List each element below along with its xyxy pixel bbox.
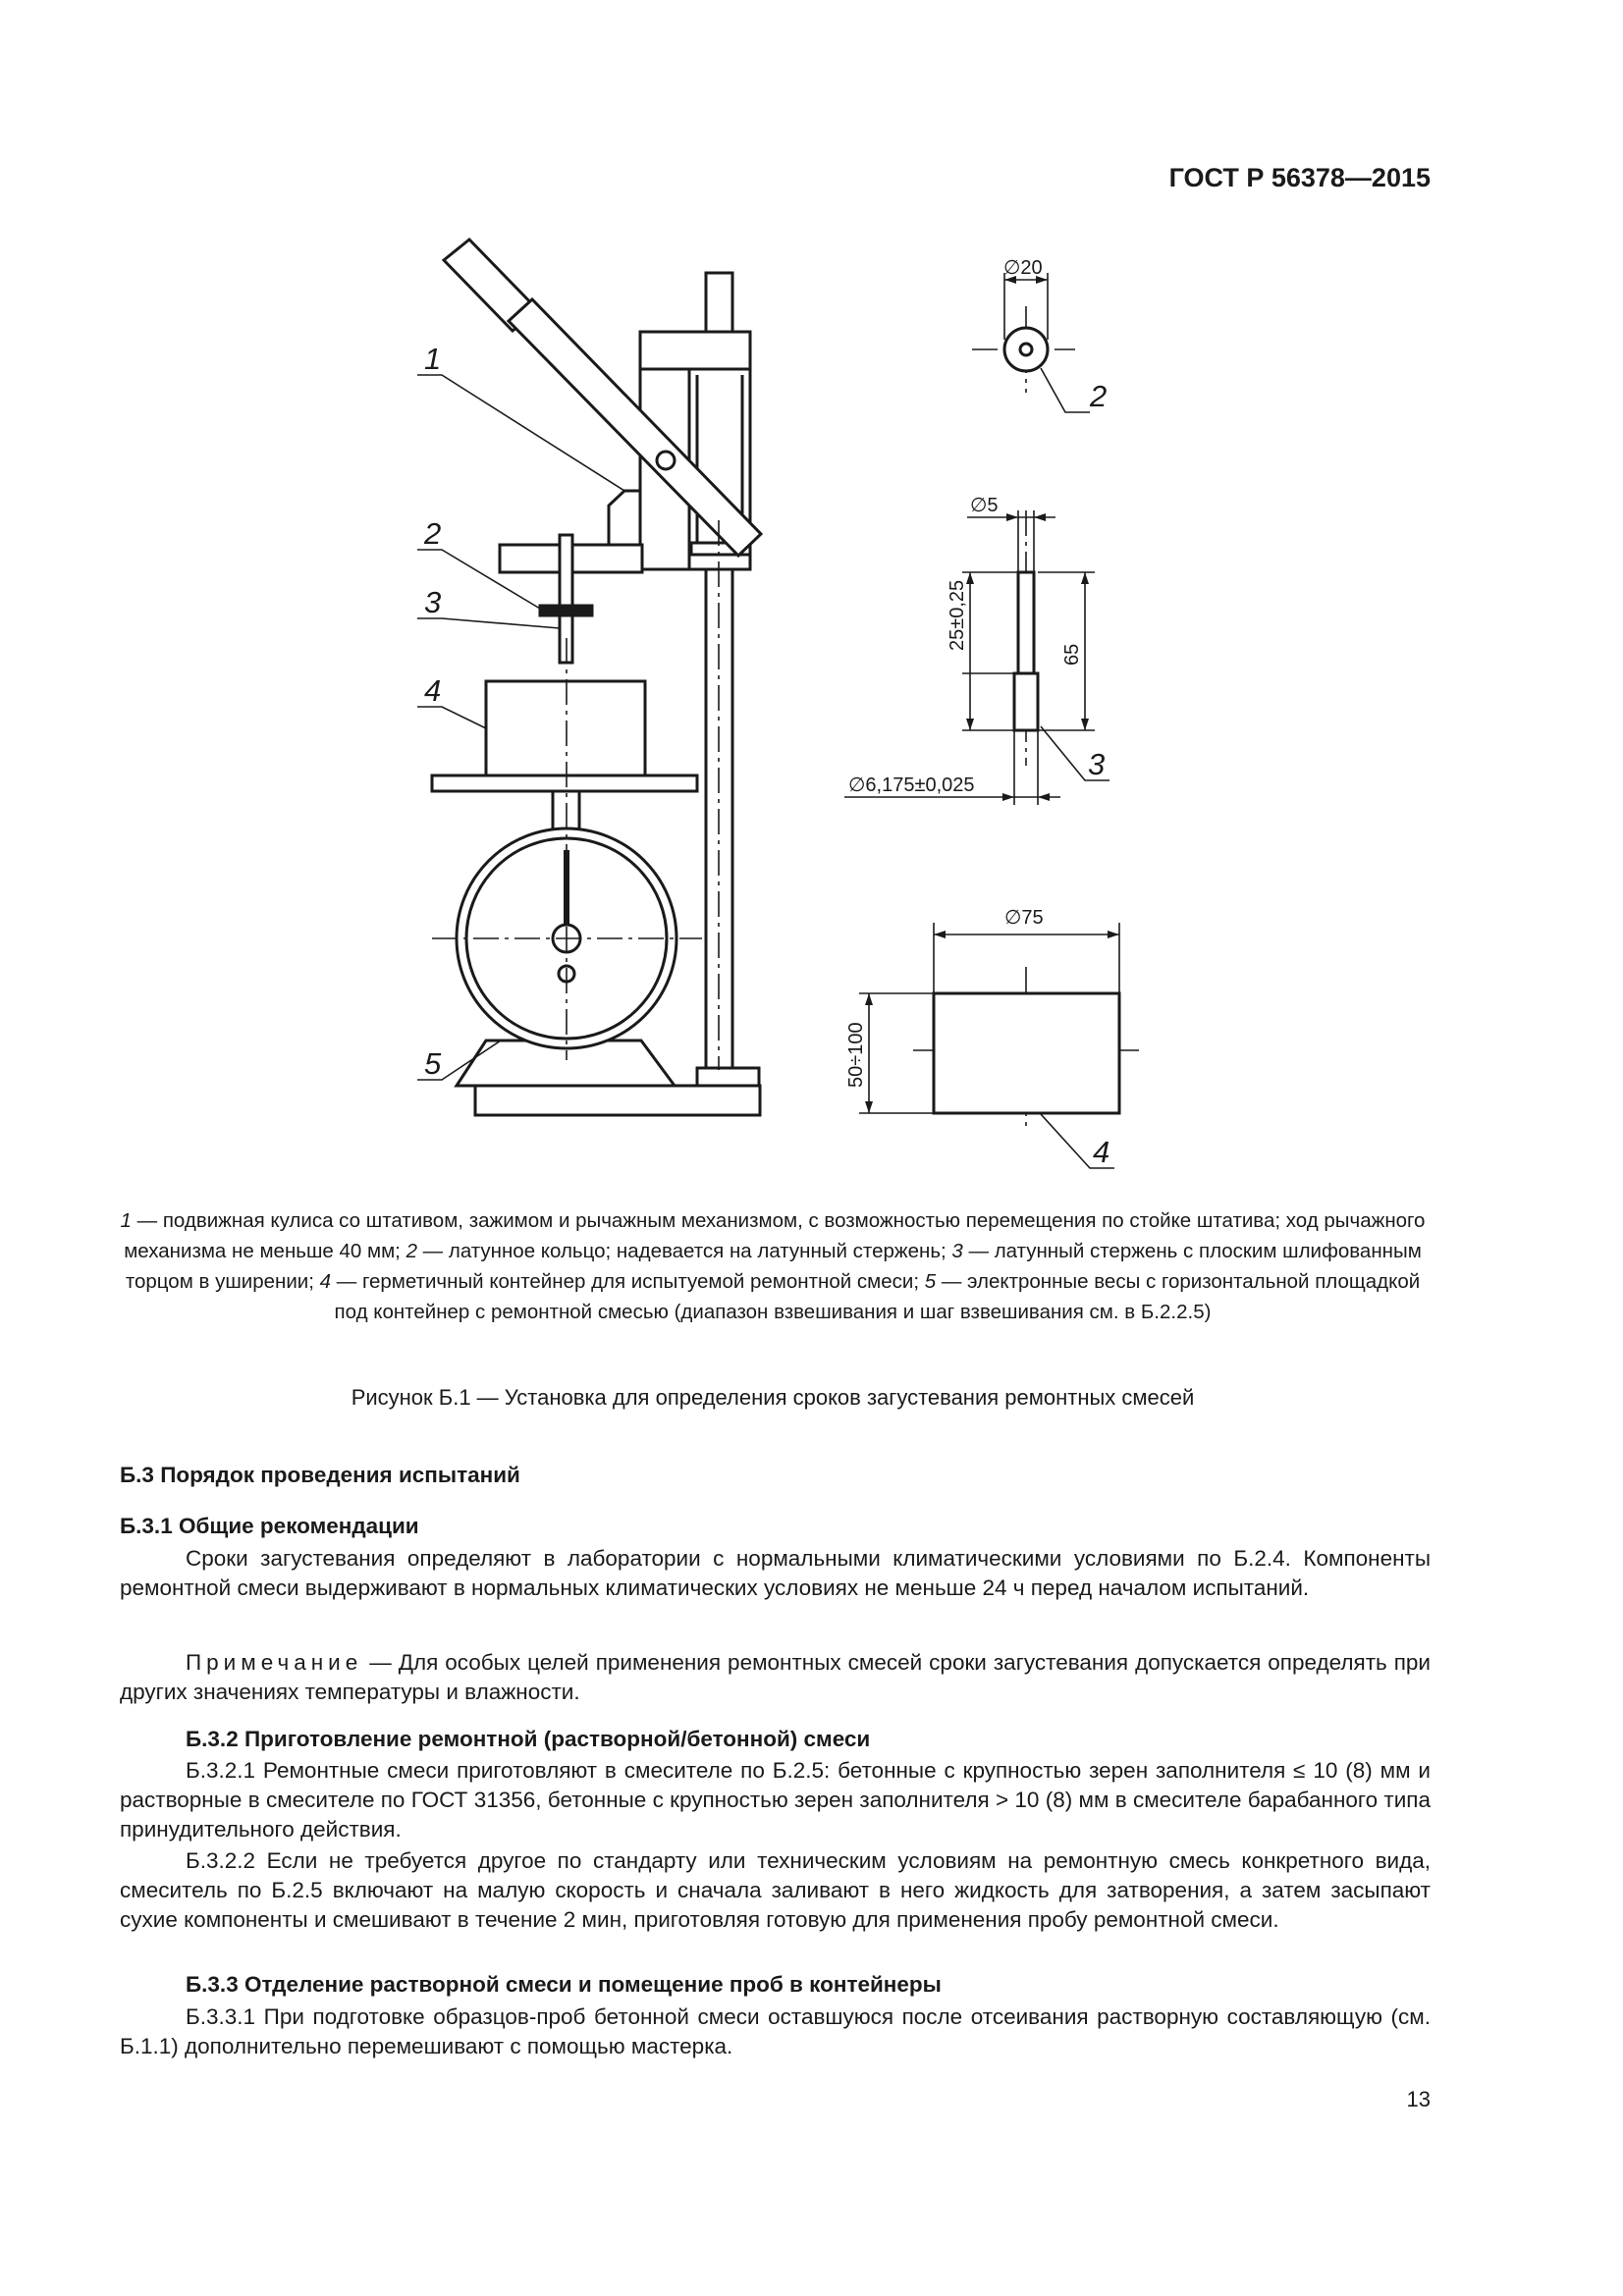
rod-detail-thin: [1018, 572, 1034, 673]
figure-legend: [120, 1205, 1426, 1327]
section-b33-title-text: Б.3.3 Отделение растворной смеси и помещение проб в контейнеры: [186, 1972, 942, 1997]
note: [120, 1648, 1431, 1707]
page-number: 13: [1406, 2087, 1431, 2111]
legend-num-1: 1: [120, 1209, 132, 1232]
legend-num-4: 4: [319, 1270, 332, 1293]
label-4: 4: [424, 673, 442, 708]
note-text: — Для особых целей применения ремонтных смесей сроки загустевания допускается определять при других значениях температуры и влажности.: [120, 1650, 1431, 1704]
legend-num-5: 5: [924, 1270, 937, 1293]
apparatus-drawing: [432, 240, 761, 1115]
legend-text-4: — герметичный контейнер для испытуемой ремонтной смеси;: [331, 1270, 925, 1293]
section-b321-body: [120, 1756, 1431, 1844]
clamp-bracket: [609, 491, 640, 545]
section-b33-title: [120, 1970, 1431, 2000]
dim-ring-diameter: ∅20: [1003, 257, 1043, 279]
container-detail: [934, 993, 1119, 1113]
container: [486, 681, 645, 775]
legend-num-3: 3: [951, 1240, 963, 1262]
legend-text-2: — латунное кольцо; надевается на латунный стержень;: [416, 1240, 952, 1262]
label-detail-4: 4: [1093, 1135, 1110, 1169]
platform: [432, 775, 697, 791]
label-1: 1: [424, 342, 442, 376]
section-b322-text: Б.3.2.2 Если не требуется другое по стандарту или техническим условиям на ремонтную смесь конкретного вида, смеситель по Б.2.5 включают на малую скорость и сначала заливают в него жидкость для затворения, а затем засыпают сухие компоненты и смешивают в течение 2 мин, приготовляя готовую для применения пробу ремонтной смеси.: [120, 1848, 1431, 1932]
section-b31-text: Сроки загустевания определяют в лаборатории с нормальными климатическими условиями по Б.2.4. Компоненты ремонтной смеси выдерживают в нормальных климатических условиях не меньше 24 ч перед началом испытаний.: [120, 1546, 1431, 1600]
section-b3-title: Б.3 Порядок проведения испытаний: [120, 1463, 520, 1487]
dimension-lines: [844, 273, 1119, 1113]
label-detail-3: 3: [1088, 747, 1106, 781]
brass-ring: [540, 606, 592, 615]
section-b31-body: [120, 1544, 1431, 1603]
dim-rod-thin-length: 25±0,25: [947, 579, 968, 651]
dim-container-height: 50÷100: [845, 1022, 867, 1088]
section-b331-text: Б.3.3.1 При подготовке образцов-проб бетонной смеси оставшуюся после отсеивания растворную составляющую (см. Б.1.1) дополнительно перемешивают с помощью мастерка.: [120, 2004, 1431, 2058]
legend-text-5: — электронные весы с горизонтальной площадкой под контейнер с ремонтной смесью (диапазон взвешивания и шаг взвешивания см. в Б.2.2.5): [334, 1270, 1421, 1323]
dim-container-diameter: ∅75: [1004, 907, 1044, 929]
label-detail-2: 2: [1090, 379, 1108, 413]
dimension-arrows: [865, 276, 1119, 1113]
carriage-top: [640, 332, 750, 369]
standard-header: ГОСТ Р 56378—2015: [1168, 163, 1431, 192]
label-2: 2: [424, 516, 442, 551]
legend-text-1: — подвижная кулиса со штативом, зажимом и рычажным механизмом, с возможностью перемещения по стойке штатива; ход рычажного механизма не меньше 40 мм;: [124, 1209, 1426, 1262]
legend-num-2: 2: [406, 1240, 417, 1262]
section-b331-body: [120, 2002, 1431, 2061]
rod-detail-thick: [1014, 673, 1038, 730]
section-b31-title: Б.3.1 Общие рекомендации: [120, 1514, 419, 1538]
dim-rod-total-length: 65: [1061, 643, 1083, 666]
note-label: Примечание: [186, 1650, 363, 1675]
figure-caption: Рисунок Б.1 — Установка для определения сроков загустевания ремонтных смесей: [351, 1385, 1195, 1410]
section-b321-text: Б.3.2.1 Ремонтные смеси приготовляют в смесителе по Б.2.5: бетонные с крупностью зерен заполнителя ≤ 10 (8) мм и растворные в смесителе по ГОСТ 31356, бетонные с крупностью зерен заполнителя > 10 (8) мм в смесителе барабанного типа принудительного действия.: [120, 1758, 1431, 1842]
section-b32-title: [120, 1725, 1431, 1754]
dim-rod-head-diameter: ∅6,175±0,025: [848, 774, 975, 796]
section-b32-title-text: Б.3.2 Приготовление ремонтной (растворной/бетонной) смеси: [186, 1727, 871, 1751]
ring-detail-inner: [1020, 344, 1032, 355]
label-5: 5: [424, 1046, 442, 1081]
section-b322-body: [120, 1846, 1431, 1935]
detail-drawings: [934, 328, 1119, 1113]
dim-rod-diameter: ∅5: [970, 495, 999, 516]
label-3: 3: [424, 585, 442, 619]
legend-text-3: — латунный стержень с плоским шлифованным торцом в уширении;: [125, 1240, 1422, 1293]
stand-base: [475, 1086, 760, 1115]
